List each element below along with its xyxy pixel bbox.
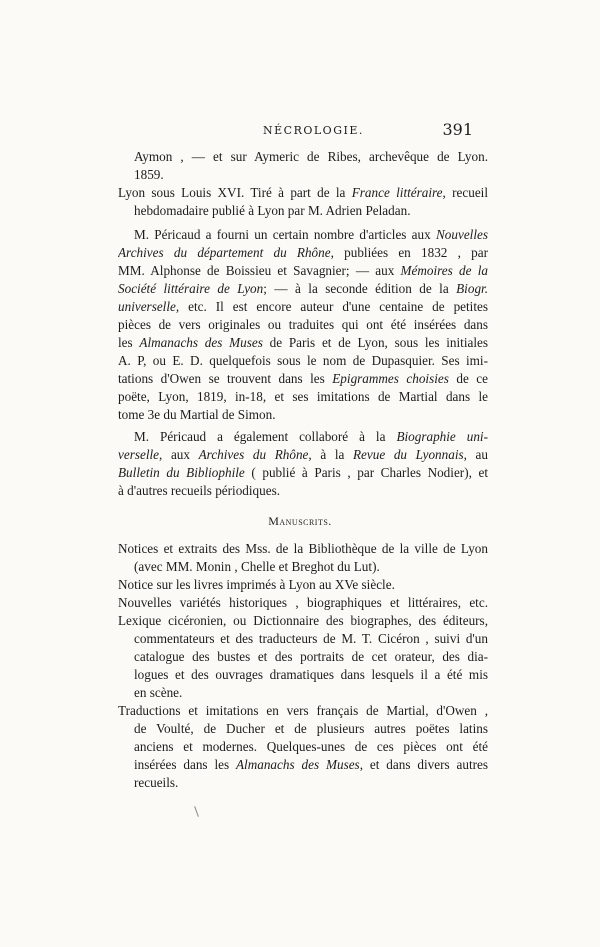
list-item-continuation: de Voulté, de Ducher et de plusieurs autres poëtes latins xyxy=(134,721,488,736)
text-line: Bulletin du Bibliophile ( publié à Paris , par Charles Nodier), et xyxy=(118,465,488,480)
page-number: 391 xyxy=(442,120,473,139)
text-line: hebdomadaire publié à Lyon par M. Adrien Peladan. xyxy=(134,203,411,218)
text-line: tome 3e du Martial de Simon. xyxy=(118,407,276,422)
text-line: pièces de vers originales ou traduites qui ont été insérées dans xyxy=(118,317,488,332)
text-line: Aymon , — et sur Aymeric de Ribes, archevêque de Lyon. xyxy=(134,149,488,164)
list-item-continuation: (avec MM. Monin , Chelle et Breghot du Lut). xyxy=(134,559,380,574)
text-line: les Almanachs des Muses de Paris et de Lyon, sous les initiales xyxy=(118,335,488,350)
list-item: Traductions et imitations en vers français de Martial, d'Owen , xyxy=(118,703,488,718)
text-line: M. Péricaud a fourni un certain nombre d'articles aux Nouvelles xyxy=(134,227,488,242)
list-item-continuation: anciens et modernes. Quelques-unes de ces pièces ont été xyxy=(134,739,488,754)
section-title: Manuscrits. xyxy=(268,514,332,528)
list-item: Nouvelles variétés historiques , biographiques et littéraires, etc. xyxy=(118,595,488,610)
list-item-continuation: en scène. xyxy=(134,685,183,700)
text-line: Société littéraire de Lyon; — à la seconde édition de la Biogr. xyxy=(118,281,488,296)
stray-ink-mark xyxy=(194,806,199,817)
text-line: MM. Alphonse de Boissieu et Savagnier; — aux Mémoires de la xyxy=(118,263,488,278)
text-line: A. P, ou E. D. quelquefois sous le nom de Dupasquier. Ses imi- xyxy=(118,353,488,368)
text-line: 1859. xyxy=(134,167,164,182)
list-item: Lexique cicéronien, ou Dictionnaire des biographes, des éditeurs, xyxy=(118,613,488,628)
list-item: Notices et extraits des Mss. de la Bibliothèque de la ville de Lyon xyxy=(118,541,488,556)
text-line: universelle, etc. Il est encore auteur d'une centaine de petites xyxy=(118,299,488,314)
text-line: M. Péricaud a également collaboré à la Biographie uni- xyxy=(134,429,488,444)
list-item-continuation: commentateurs et des traducteurs de M. T. Cicéron , suivi d'un xyxy=(134,631,488,646)
running-title: NÉCROLOGIE. xyxy=(263,124,364,137)
list-item-continuation: catalogue des bustes et des portraits de cet orateur, des dia- xyxy=(134,649,488,664)
text-line: tations d'Owen se trouvent dans les Epigrammes choisies de ce xyxy=(118,371,488,386)
text-line: Archives du département du Rhône, publiées en 1832 , par xyxy=(118,245,488,260)
page-header xyxy=(263,120,473,138)
list-item-continuation: recueils. xyxy=(134,775,179,790)
text-line: à d'autres recueils périodiques. xyxy=(118,483,281,498)
text-line: Lyon sous Louis XVI. Tiré à part de la France littéraire, recueil xyxy=(118,185,488,200)
list-item-continuation: insérées dans les Almanachs des Muses, et dans divers autres xyxy=(134,757,488,772)
text-line: poëte, Lyon, 1819, in-18, et ses imitations de Martial dans le xyxy=(118,389,488,404)
list-item-continuation: logues et des ouvrages dramatiques dans lesquels il a été mis xyxy=(134,667,488,682)
list-item: Notice sur les livres imprimés à Lyon au XVe siècle. xyxy=(118,577,395,592)
text-line: verselle, aux Archives du Rhône, à la Revue du Lyonnais, au xyxy=(118,447,488,462)
